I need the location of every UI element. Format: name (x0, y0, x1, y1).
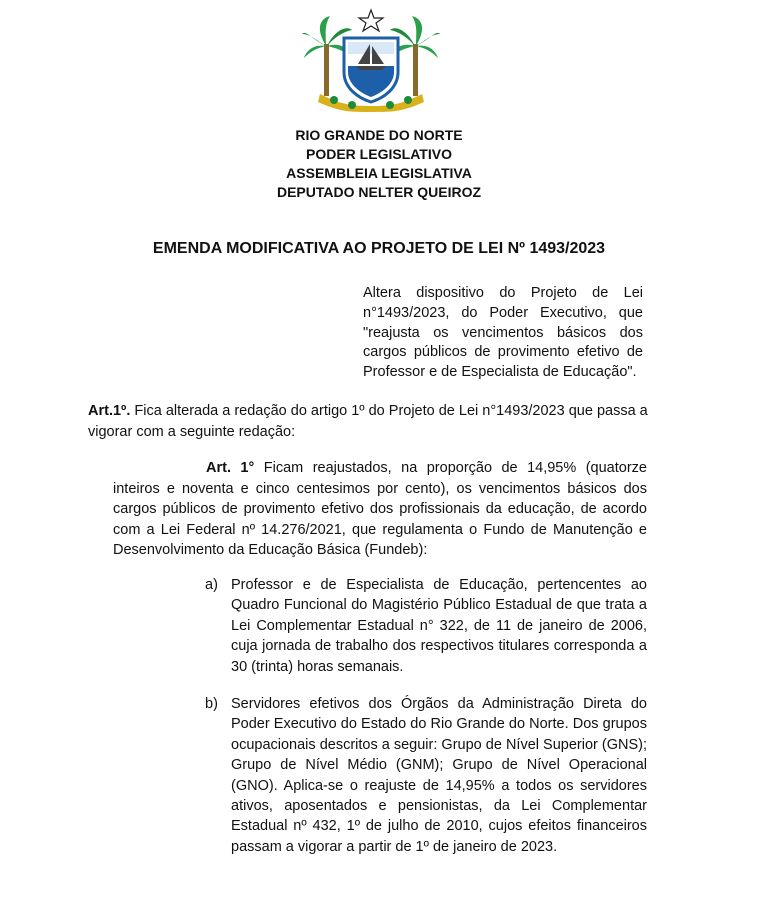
document-title: EMENDA MODIFICATIVA AO PROJETO DE LEI Nº 1493/2023 (152, 240, 606, 257)
list-item-text: Professor e de Especialista de Educação, pertencentes ao Quadro Funcional do Magistério Público Estadual de que trata a Lei Complementar Estadual n° 322, de 11 de janeiro de 2006, cuja jornada de trabalho dos respectivos titulares corresponda a 30 (trinta) horas semanais. (231, 577, 647, 675)
header-state: RIO GRANDE DO NORTE (295, 127, 463, 143)
star-icon (359, 10, 383, 31)
list-item-label: b) (205, 696, 218, 712)
list-item-text: Servidores efetivos dos Órgãos da Administração Direta do Poder Executivo do Estado do Rio Grande do Norte. Dos grupos ocupacionais descritos a seguir: Grupo de Nível Superior (GNS); Grupo de Nível Médio (GNM); Grupo de Nível Operacional (GNO). Aplica-se o reajuste de 14,95% a todos os servidores ativos, aposentados e pensionistas, da Lei Complementar Estadual nº 432, 1º de julho de 2010, cujos efeitos financeiros passam a vigorar a partir de 1º de janeiro de 2023. (231, 696, 647, 855)
list-item-label: a) (205, 577, 218, 593)
header-branch: PODER LEGISLATIVO (306, 146, 452, 162)
header-deputy: DEPUTADO NELTER QUEIROZ (276, 184, 482, 200)
ementa-summary: Altera dispositivo do Projeto de Lei n°1493/2023, do Poder Executivo, que "reajusta os vencimentos básicos dos cargos públicos de provimento efetivo de Professor e de Especialista de Educação". (363, 285, 643, 381)
list-item (205, 694, 647, 857)
document-header (0, 126, 758, 202)
article-1-text: Fica alterada a redação do artigo 1º do Projeto de Lei n°1493/2023 que passa a vigorar com a seguinte redação: (88, 403, 648, 440)
new-article-text: Ficam reajustados, na proporção de 14,95% (quatorze inteiros e noventa e cinco centesimos por cento), os vencimentos básicos dos cargos públicos de provimento efetivo dos profissionais da educação, de acordo com a Lei Federal nº 14.276/2021, que regulamenta o Fundo de Manutenção e Desenvolvimento da Educação Básica (Fundeb): (113, 460, 647, 558)
state-coat-of-arms (300, 8, 442, 112)
new-article-paragraph (113, 458, 647, 561)
new-article-label: Art. 1° (206, 460, 255, 476)
header-assembly: ASSEMBLEIA LEGISLATIVA (286, 165, 472, 181)
article-1-label: Art.1º. (88, 403, 131, 419)
article-1-paragraph (88, 401, 668, 442)
list-item (205, 575, 647, 677)
